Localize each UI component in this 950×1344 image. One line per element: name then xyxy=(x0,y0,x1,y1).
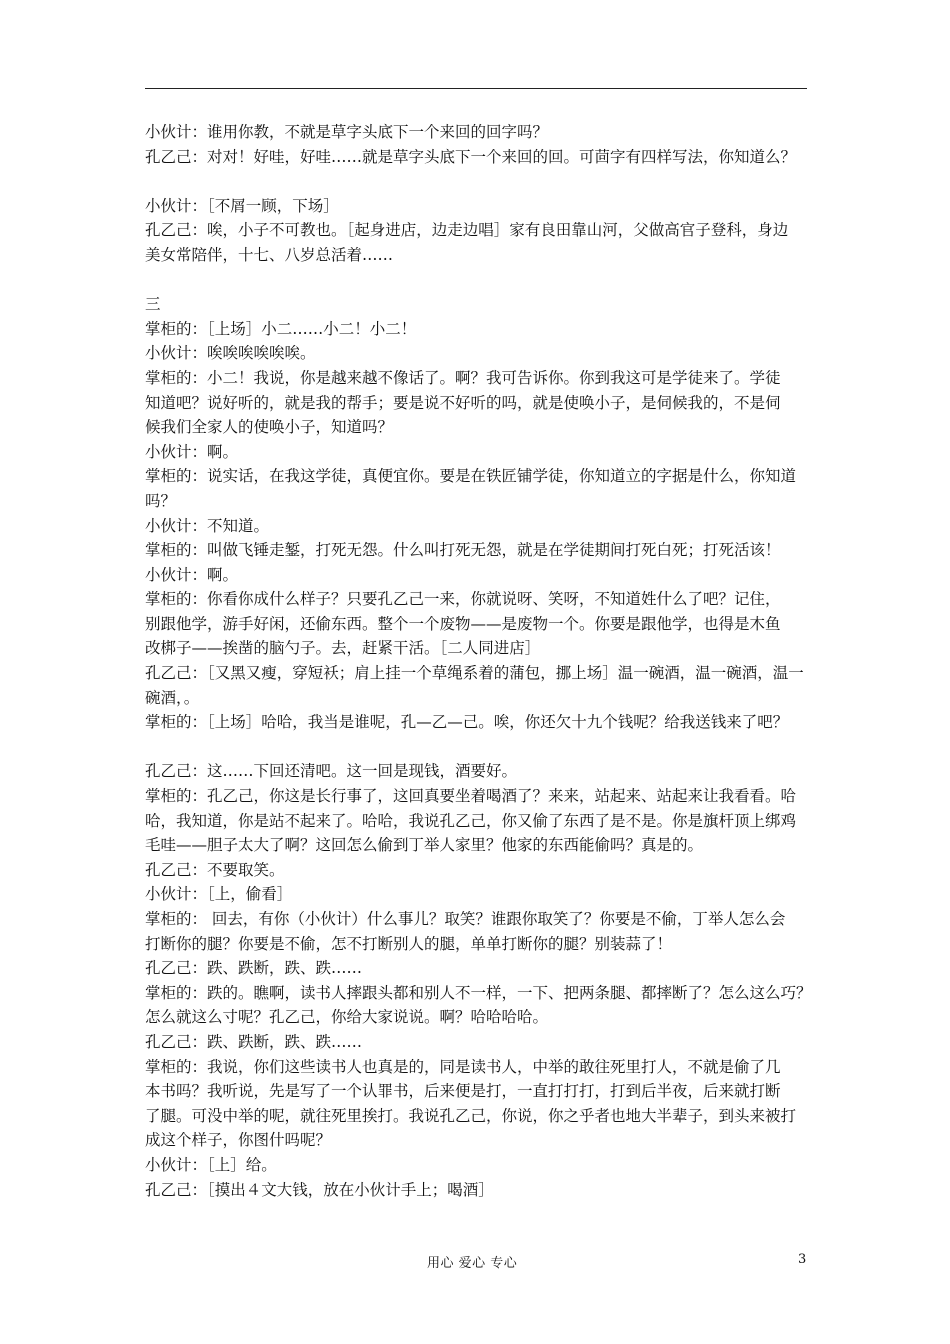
text-line: 哈，我知道，你是站不起来了。哈哈，我说孔乙己，你又偷了东西了是不是。你是旗杆顶上绑鸡 xyxy=(145,811,797,830)
text-line: 掌柜的：跌的。瞧啊，读书人摔跟头都和别人不一样，一下、把两条腿、都摔断了？怎么这么巧？ xyxy=(145,983,812,1002)
text-line: 了腿。可没中举的呢，就往死里挨打。我说孔乙己，你说，你之乎者也地大半辈子，到头来被打 xyxy=(145,1106,797,1125)
text-line: 孔乙己：不要取笑。 xyxy=(145,860,285,879)
text-line: 孔乙己：这……下回还清吧。这一回是现钱，酒要好。 xyxy=(145,762,518,781)
page-number: 3 xyxy=(798,1252,807,1267)
text-line: 小伙计：啊。 xyxy=(145,442,239,461)
header-rule xyxy=(145,88,807,89)
text-line: 掌柜的：说实话，在我这学徒，真便宜你。要是在铁匠铺学徒，你知道立的字据是什么，你知道 xyxy=(145,467,797,486)
text-line: 本书吗？我听说，先是写了一个认罪书，后来便是打，一直打打打，打到后半夜，后来就打断 xyxy=(145,1082,781,1101)
text-line: 小伙计：［上，偷看］ xyxy=(145,885,293,904)
text-line: 小伙计：啊。 xyxy=(145,565,239,584)
blank-line xyxy=(145,169,815,194)
text-line: 三 xyxy=(145,295,161,314)
text-line: 小伙计：［上］给。 xyxy=(145,1155,277,1174)
text-line: 别跟他学，游手好闲，还偷东西。整个一个废物——是废物一个。你要是跟他学，也得是木鱼 xyxy=(145,614,781,633)
text-line: 候我们全家人的使唤小子，知道吗？ xyxy=(145,418,394,437)
text-line: 掌柜的：小二！我说，你是越来越不像话了。啊？我可告诉你。你到我这可是学徒来了。学徒 xyxy=(145,368,781,387)
text-line: 美女常陪伴，十七、八岁总活着…… xyxy=(145,245,394,264)
text-line: 孔乙己：跌、跌断，跌、跌…… xyxy=(145,959,363,978)
text-line: 成这个样子，你图什吗呢？ xyxy=(145,1131,332,1150)
text-line: 孔乙己：跌、跌断，跌、跌…… xyxy=(145,1032,363,1051)
blank-line xyxy=(145,735,815,760)
footer-motto: 用心 爱心 专心 xyxy=(427,1256,518,1271)
text-line: 掌柜的：你看你成什么样子？只要孔乙己一来，你就说呀、笑呀，不知道姓什么了吧？记住， xyxy=(145,590,781,609)
text-line: 掌柜的：孔乙己，你这是长行事了，这回真要坐着喝酒了？来来，站起来、站起来让我看看。哈 xyxy=(145,787,797,806)
text-line: 小伙计：谁用你教，不就是草字头底下一个来回的回字吗？ xyxy=(145,123,549,141)
document-body xyxy=(145,120,815,1202)
text-line: 毛哇——胆子太大了啊？这回怎么偷到丁举人家里？他家的东西能偷吗？真是的。 xyxy=(145,836,704,855)
text-line: 孔乙己：［摸出４文大钱，放在小伙计手上；喝酒］ xyxy=(145,1180,494,1199)
text-line: 孔乙己：对对！好哇，好哇……就是草字头底下一个来回的回。可茴字有四样写法，你知道么？ xyxy=(145,147,797,166)
text-line: 掌柜的：［上场］小二……小二！小二！ xyxy=(145,319,417,338)
text-line: 掌柜的：我说，你们这些读书人也真是的，同是读书人，中举的敢往死里打人，不就是偷了几 xyxy=(145,1057,781,1076)
text-line: 改梆子——挨凿的脑勺子。去，赶紧干活。［二人同进店］ xyxy=(145,639,541,658)
text-line: 小伙计：［不屑一顾，下场］ xyxy=(145,196,339,215)
text-line: 怎么就这么寸呢？孔乙己，你给大家说说。啊？哈哈哈哈。 xyxy=(145,1008,549,1027)
text-line: 孔乙己：［又黑又瘦，穿短袄；肩上挂一个草绳系着的蒲包，挪上场］温一碗酒，温一碗酒，温一 xyxy=(145,664,804,683)
blank-line xyxy=(145,268,815,293)
text-line: 吗？ xyxy=(145,491,177,510)
text-line: 掌柜的：［上场］哈哈，我当是谁呢，孔—乙—己。唉，你还欠十九个钱呢？给我送钱来了吧？ xyxy=(145,713,789,732)
text-line: 掌柜的： 回去，有你（小伙计）什么事儿？取笑？谁跟你取笑了？你要是不偷，丁举人怎么会 xyxy=(145,910,786,928)
text-line: 小伙计：不知道。 xyxy=(145,516,270,535)
text-line: 知道吧？说好听的，就是我的帮手；要是说不好听的吗，就是使唤小子，是伺候我的，不是伺 xyxy=(145,393,781,412)
text-line: 碗酒，。 xyxy=(145,688,200,707)
text-line: 打断你的腿？你要是不偷，怎不打断别人的腿，单单打断你的腿？别装蒜了！ xyxy=(145,934,673,953)
text-line: 掌柜的：叫做飞锤走錾，打死无怨。什么叫打死无怨，就是在学徒期间打死白死；打死活该！ xyxy=(145,541,781,560)
text-line: 小伙计：唉唉唉唉唉唉。 xyxy=(145,344,316,363)
text-line: 孔乙己：唉，小子不可教也。［起身进店，边走边唱］家有良田靠山河，父做高官子登科，身边 xyxy=(145,221,789,240)
